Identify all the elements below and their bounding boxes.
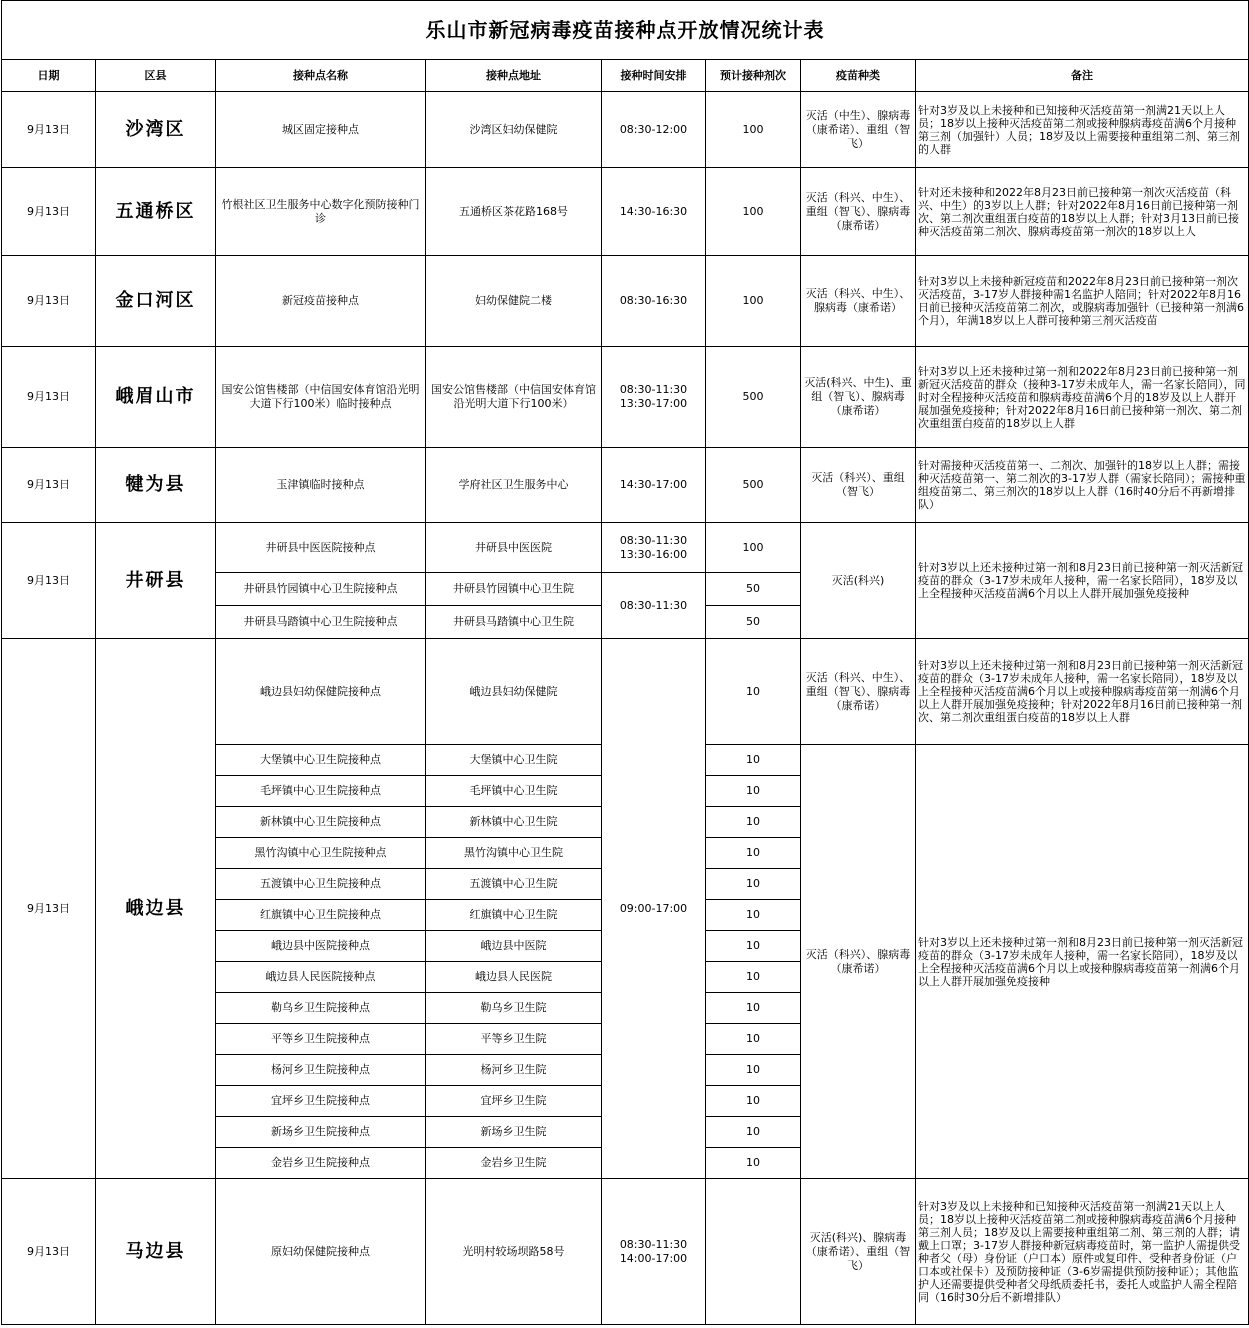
address-cell: 黑竹沟镇中心卫生院	[426, 838, 602, 869]
site-cell: 峨边县人民医院接种点	[216, 962, 426, 993]
note-cell: 针对还未接种和2022年8月23日前已接种第一剂次灭活疫苗（科兴、中生）的3岁以上人群；针对2022年8月16日前已接种第一剂次、第二剂次重组蛋白疫苗的18岁以上人群；针对3月13日前已接种灭活疫苗第二剂次、腺病毒疫苗第一剂次的18岁以上人	[916, 168, 1249, 256]
date-cell: 9月13日	[2, 92, 96, 168]
address-cell: 峨边县人民医院	[426, 962, 602, 993]
address-cell: 国安公馆售楼部（中信国安体育馆沿光明大道下行100米）	[426, 347, 602, 448]
doses-cell: 10	[706, 776, 801, 807]
header-vaccine: 疫苗种类	[801, 60, 916, 92]
table-row	[2, 347, 1249, 448]
address-cell: 杨河乡卫生院	[426, 1055, 602, 1086]
doses-cell: 50	[706, 606, 801, 639]
site-cell: 杨河乡卫生院接种点	[216, 1055, 426, 1086]
site-cell: 平等乡卫生院接种点	[216, 1024, 426, 1055]
note-cell: 针对需接种灭活疫苗第一、二剂次、加强针的18岁以上人群；需接种灭活疫苗第一、第二剂次的3-17岁人群（需家长陪同）；需接种重组疫苗第二、第三剂次的18岁以上人群（16时40分后不再新增排队）	[916, 448, 1249, 523]
doses-cell: 100	[706, 92, 801, 168]
vaccine-cell: 灭活(科兴、中生)、重组（智飞）、腺病毒（康希诺）	[801, 347, 916, 448]
doses-cell	[706, 1179, 801, 1325]
table-row	[2, 92, 1249, 168]
doses-cell: 100	[706, 256, 801, 347]
site-cell: 峨边县妇幼保健院接种点	[216, 639, 426, 745]
site-cell: 城区固定接种点	[216, 92, 426, 168]
site-cell: 井研县中医医院接种点	[216, 523, 426, 573]
doses-cell: 10	[706, 869, 801, 900]
county-cell: 金口河区	[96, 256, 216, 347]
date-cell: 9月13日	[2, 168, 96, 256]
table-row	[2, 523, 1249, 573]
date-cell: 9月13日	[2, 256, 96, 347]
header-notes: 备注	[916, 60, 1249, 92]
header-time: 接种时间安排	[602, 60, 706, 92]
address-cell: 金岩乡卫生院	[426, 1148, 602, 1179]
doses-cell: 10	[706, 993, 801, 1024]
site-cell: 竹根社区卫生服务中心数字化预防接种门诊	[216, 168, 426, 256]
vaccine-cell: 灭活（科兴）、腺病毒（康希诺）	[801, 745, 916, 1179]
time-cell: 08:30-12:00	[602, 92, 706, 168]
county-cell: 马边县	[96, 1179, 216, 1325]
county-cell: 沙湾区	[96, 92, 216, 168]
doses-cell: 500	[706, 347, 801, 448]
site-cell: 新林镇中心卫生院接种点	[216, 807, 426, 838]
note-cell: 针对3岁以上还未接种过第一剂和8月23日前已接种第一剂灭活新冠疫苗的群众（3-17岁未成年人接种，需一名家长陪同），18岁及以上全程接种灭活疫苗满6个月以上人群开展加强免疫接种	[916, 523, 1249, 639]
address-cell: 红旗镇中心卫生院	[426, 900, 602, 931]
header-site-name: 接种点名称	[216, 60, 426, 92]
address-cell: 沙湾区妇幼保健院	[426, 92, 602, 168]
vaccine-cell: 灭活（中生）、腺病毒（康希诺）、重组（智飞）	[801, 92, 916, 168]
address-cell: 井研县马踏镇中心卫生院	[426, 606, 602, 639]
date-cell: 9月13日	[2, 448, 96, 523]
date-cell: 9月13日	[2, 1179, 96, 1325]
site-cell: 新冠疫苗接种点	[216, 256, 426, 347]
county-cell: 峨边县	[96, 639, 216, 1179]
date-cell: 9月13日	[2, 347, 96, 448]
doses-cell: 10	[706, 1024, 801, 1055]
site-cell: 勒乌乡卫生院接种点	[216, 993, 426, 1024]
doses-cell: 50	[706, 573, 801, 606]
doses-cell: 10	[706, 807, 801, 838]
time-cell: 14:30-16:30	[602, 168, 706, 256]
site-cell: 原妇幼保健院接种点	[216, 1179, 426, 1325]
doses-cell: 10	[706, 838, 801, 869]
doses-cell: 500	[706, 448, 801, 523]
time-morning: 08:30-11:30	[619, 1237, 688, 1251]
vaccine-cell: 灭活(科兴)、腺病毒（康希诺）、重组（智飞）	[801, 1179, 916, 1325]
time-cell: 08:30-11:30	[602, 573, 706, 639]
site-cell: 井研县马踏镇中心卫生院接种点	[216, 606, 426, 639]
table-row	[2, 448, 1249, 523]
vaccine-cell: 灭活(科兴)	[801, 523, 916, 639]
doses-cell: 100	[706, 168, 801, 256]
table-row	[2, 1179, 1249, 1325]
address-cell: 井研县竹园镇中心卫生院	[426, 573, 602, 606]
doses-cell: 10	[706, 639, 801, 745]
time-cell	[602, 523, 706, 573]
time-cell	[602, 1179, 706, 1325]
vaccine-cell: 灭活（科兴、中生）、重组（智飞）、腺病毒（康希诺）	[801, 168, 916, 256]
site-cell: 宜坪乡卫生院接种点	[216, 1086, 426, 1117]
site-cell: 黑竹沟镇中心卫生院接种点	[216, 838, 426, 869]
site-cell: 红旗镇中心卫生院接种点	[216, 900, 426, 931]
site-cell: 新场乡卫生院接种点	[216, 1117, 426, 1148]
address-cell: 五渡镇中心卫生院	[426, 869, 602, 900]
vaccination-table	[1, 0, 1249, 1325]
address-cell: 毛坪镇中心卫生院	[426, 776, 602, 807]
address-cell: 光明村较场坝路58号	[426, 1179, 602, 1325]
note-cell: 针对3岁以上还未接种过第一剂和8月23日前已接种第一剂灭活新冠疫苗的群众（3-17岁未成年人接种，需一名家长陪同），18岁及以上全程接种灭活疫苗满6个月以上或接种腺病毒疫苗第一剂满6个月以上人群开展加强免疫接种	[916, 745, 1249, 1179]
site-cell: 金岩乡卫生院接种点	[216, 1148, 426, 1179]
vaccine-cell: 灭活（科兴、中生）、重组（智飞）、腺病毒（康希诺）	[801, 639, 916, 745]
site-cell: 大堡镇中心卫生院接种点	[216, 745, 426, 776]
time-morning: 08:30-11:30	[619, 533, 688, 547]
table-row	[2, 639, 1249, 745]
address-cell: 平等乡卫生院	[426, 1024, 602, 1055]
time-cell: 14:30-17:00	[602, 448, 706, 523]
address-cell: 新林镇中心卫生院	[426, 807, 602, 838]
address-cell: 峨边县中医院	[426, 931, 602, 962]
time-afternoon: 14:00-17:00	[619, 1251, 688, 1265]
address-cell: 峨边县妇幼保健院	[426, 639, 602, 745]
site-cell: 毛坪镇中心卫生院接种点	[216, 776, 426, 807]
note-cell: 针对3岁以上还未接种过第一剂和2022年8月23日前已接种第一剂新冠灭活疫苗的群众（接种3-17岁未成年人，需一名家长陪同），同时对全程接种灭活疫苗和腺病毒疫苗满6个月的18岁及以上人群开展加强免疫接种；针对2022年8月16日前已接种第一剂次、第二剂次重组蛋白疫苗的18岁以上人群	[916, 347, 1249, 448]
address-cell: 妇幼保健院二楼	[426, 256, 602, 347]
doses-cell: 10	[706, 1055, 801, 1086]
doses-cell: 10	[706, 1148, 801, 1179]
site-cell: 峨边县中医院接种点	[216, 931, 426, 962]
header-date: 日期	[2, 60, 96, 92]
doses-cell: 10	[706, 745, 801, 776]
doses-cell: 10	[706, 1086, 801, 1117]
header-site-address: 接种点地址	[426, 60, 602, 92]
site-cell: 井研县竹园镇中心卫生院接种点	[216, 573, 426, 606]
vaccine-cell: 灭活（科兴、中生）、腺病毒（康希诺）	[801, 256, 916, 347]
note-cell: 针对3岁以上还未接种过第一剂和8月23日前已接种第一剂灭活新冠疫苗的群众（3-17岁未成年人接种，需一名家长陪同），18岁及以上全程接种灭活疫苗满6个月以上或接种腺病毒疫苗第一剂满6个月以上人群开展加强免疫接种；针对2022年8月16日前已接种第一剂次、第二剂次重组蛋白疫苗的18岁以上人群	[916, 639, 1249, 745]
address-cell: 宜坪乡卫生院	[426, 1086, 602, 1117]
note-cell: 针对3岁以上未接种新冠疫苗和2022年8月23日前已接种第一剂次灭活疫苗，3-17岁人群接种需1名监护人陪同；针对2022年8月16日前已接种灭活疫苗第二剂次，或腺病毒加强针（已接种第一剂满6个月），年满18岁以上人群可接种第三剂灭活疫苗	[916, 256, 1249, 347]
header-doses: 预计接种剂次	[706, 60, 801, 92]
note-cell: 针对3岁及以上未接种和已知接种灭活疫苗第一剂满21天以上人员；18岁以上接种灭活疫苗第二剂或接种腺病毒疫苗满6个月接种第三剂人员；18岁及以上需要接种重组第二剂、第三剂的人群；请戴上口罩；3-17岁人群接种新冠病毒疫苗时，第一监护人需提供受种者父（母）身份证（户口本）原件或复印件、受种者身份证（户口本或社保卡）及预防接种证（3-6岁需提供预防接种证）；其他监护人还需要提供受种者父母纸质委托书，委托人或监护人需全程陪同（16时30分后不新增排队）	[916, 1179, 1249, 1325]
table-row	[2, 168, 1249, 256]
address-cell: 五通桥区茶花路168号	[426, 168, 602, 256]
county-cell: 五通桥区	[96, 168, 216, 256]
doses-cell: 10	[706, 900, 801, 931]
doses-cell: 10	[706, 1117, 801, 1148]
date-cell: 9月13日	[2, 639, 96, 1179]
doses-cell: 100	[706, 523, 801, 573]
table-row	[2, 256, 1249, 347]
time-cell	[602, 347, 706, 448]
county-cell: 峨眉山市	[96, 347, 216, 448]
doses-cell: 10	[706, 931, 801, 962]
time-cell: 08:30-16:30	[602, 256, 706, 347]
note-cell: 针对3岁及以上未接种和已知接种灭活疫苗第一剂满21天以上人员；18岁以上接种灭活疫苗第二剂或接种腺病毒疫苗满6个月接种第三剂（加强针）人员；18岁及以上需要接种重组第二剂、第三剂的人群	[916, 92, 1249, 168]
vaccine-cell: 灭活（科兴）、重组（智飞）	[801, 448, 916, 523]
page-title: 乐山市新冠病毒疫苗接种点开放情况统计表	[2, 1, 1249, 60]
time-afternoon: 13:30-16:00	[619, 547, 688, 561]
address-cell: 新场乡卫生院	[426, 1117, 602, 1148]
time-cell: 09:00-17:00	[602, 639, 706, 1179]
site-cell: 玉津镇临时接种点	[216, 448, 426, 523]
address-cell: 井研县中医医院	[426, 523, 602, 573]
address-cell: 勒乌乡卫生院	[426, 993, 602, 1024]
address-cell: 大堡镇中心卫生院	[426, 745, 602, 776]
county-cell: 犍为县	[96, 448, 216, 523]
time-morning: 08:30-11:30	[619, 383, 688, 396]
date-cell: 9月13日	[2, 523, 96, 639]
county-cell: 井研县	[96, 523, 216, 639]
site-cell: 五渡镇中心卫生院接种点	[216, 869, 426, 900]
time-afternoon: 13:30-17:00	[619, 397, 688, 410]
header-county: 区县	[96, 60, 216, 92]
site-cell: 国安公馆售楼部（中信国安体育馆沿光明大道下行100米）临时接种点	[216, 347, 426, 448]
header-row	[2, 60, 1249, 92]
doses-cell: 10	[706, 962, 801, 993]
address-cell: 学府社区卫生服务中心	[426, 448, 602, 523]
